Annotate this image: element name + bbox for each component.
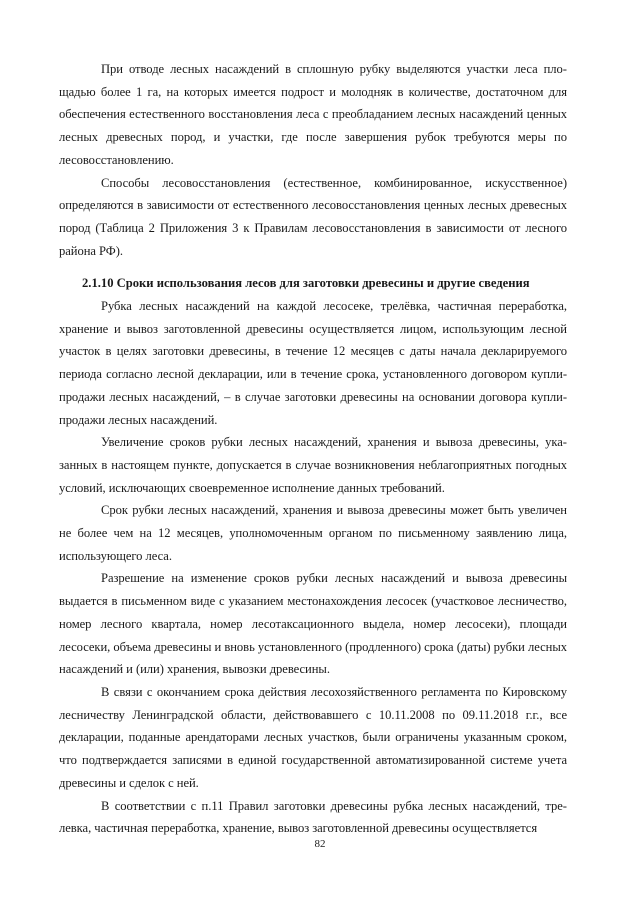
paragraph: Рубка лесных насаждений на каждой лесосеке, трелёвка, частичная переработка, хранение и вывоз заготовленной древесины осуществляется лицом, использующим лесной участок в целях заготовки древесины, в течение 12 месяцев с даты начала декларируемого периода согласно лесной декларации, или в течение срока, установленного договором купли-продажи лесных насаждений, – в случае заготовки древесины на основании договора купли-продажи лесных насаждений. xyxy=(59,299,567,427)
paragraph: Способы лесовосстановления (естественное, комбинированное, искусственное) определяются в зависимости от естественного лесовосстановления ценных лесных древесных пород (Таблица 2 Приложения 3 к Правилам лесовосстановления в зависимости от лесного района РФ). xyxy=(59,175,567,258)
page-number: 82 xyxy=(314,838,326,850)
paragraph: Срок рубки лесных насаждений, хранения и вывоза древесины может быть увеличен не более чем на 12 месяцев, уполномоченным органом по письменному заявлению лица, использующего леса. xyxy=(59,503,567,563)
paragraph: Увеличение сроков рубки лесных насаждений, хранения и вывоза древесины, указанных в настоящем пункте, допускается в случае возникновения неблагоприятных погодных условий, исключающих своевременное исполнение данных требований. xyxy=(59,435,567,495)
paragraph: В соответствии с п.11 Правил заготовки древесины рубка лесных насаждений, трелевка, частичная переработка, хранение, вывоз заготовленной древесины осуществляется xyxy=(59,798,567,836)
paragraph: При отводе лесных насаждений в сплошную рубку выделяются участки леса площадью более 1 га, на которых имеется подрост и молодняк в количестве, достаточном для обеспечения естественного восстановления леса с преобладанием лесных насаждений ценных лесных древесных пород, и участки, где после завершения рубок требуются меры по лесовосстановлению. xyxy=(59,62,567,167)
paragraph: Разрешение на изменение сроков рубки лесных насаждений и вывоза древесины выдается в письменном виде с указанием местонахождения лесосек (участковое лесничество, номер лесного квартала, номер лесотаксационного выдела, номер лесосеки), площади лесосеки, объема древесины и вновь установленного (продленного) срока (даты) рубки лесных насаждений и (или) хранения, вывозки древесины. xyxy=(59,571,567,677)
section-heading: 2.1.10 Сроки использования лесов для заготовки древесины и другие сведения xyxy=(82,276,530,291)
page-body xyxy=(59,58,567,840)
paragraph: В связи с окончанием срока действия лесохозяйственного регламента по Кировскому лесничеству Ленинградской области, действовавшего с 10.11.2008 по 09.11.2018 г.г., все декларации, поданные арендаторами лесных участков, были ограничены указанным сроком, что подтверждается записями в единой государственной автоматизированной системе учета древесины и сделок с ней. xyxy=(59,684,567,790)
